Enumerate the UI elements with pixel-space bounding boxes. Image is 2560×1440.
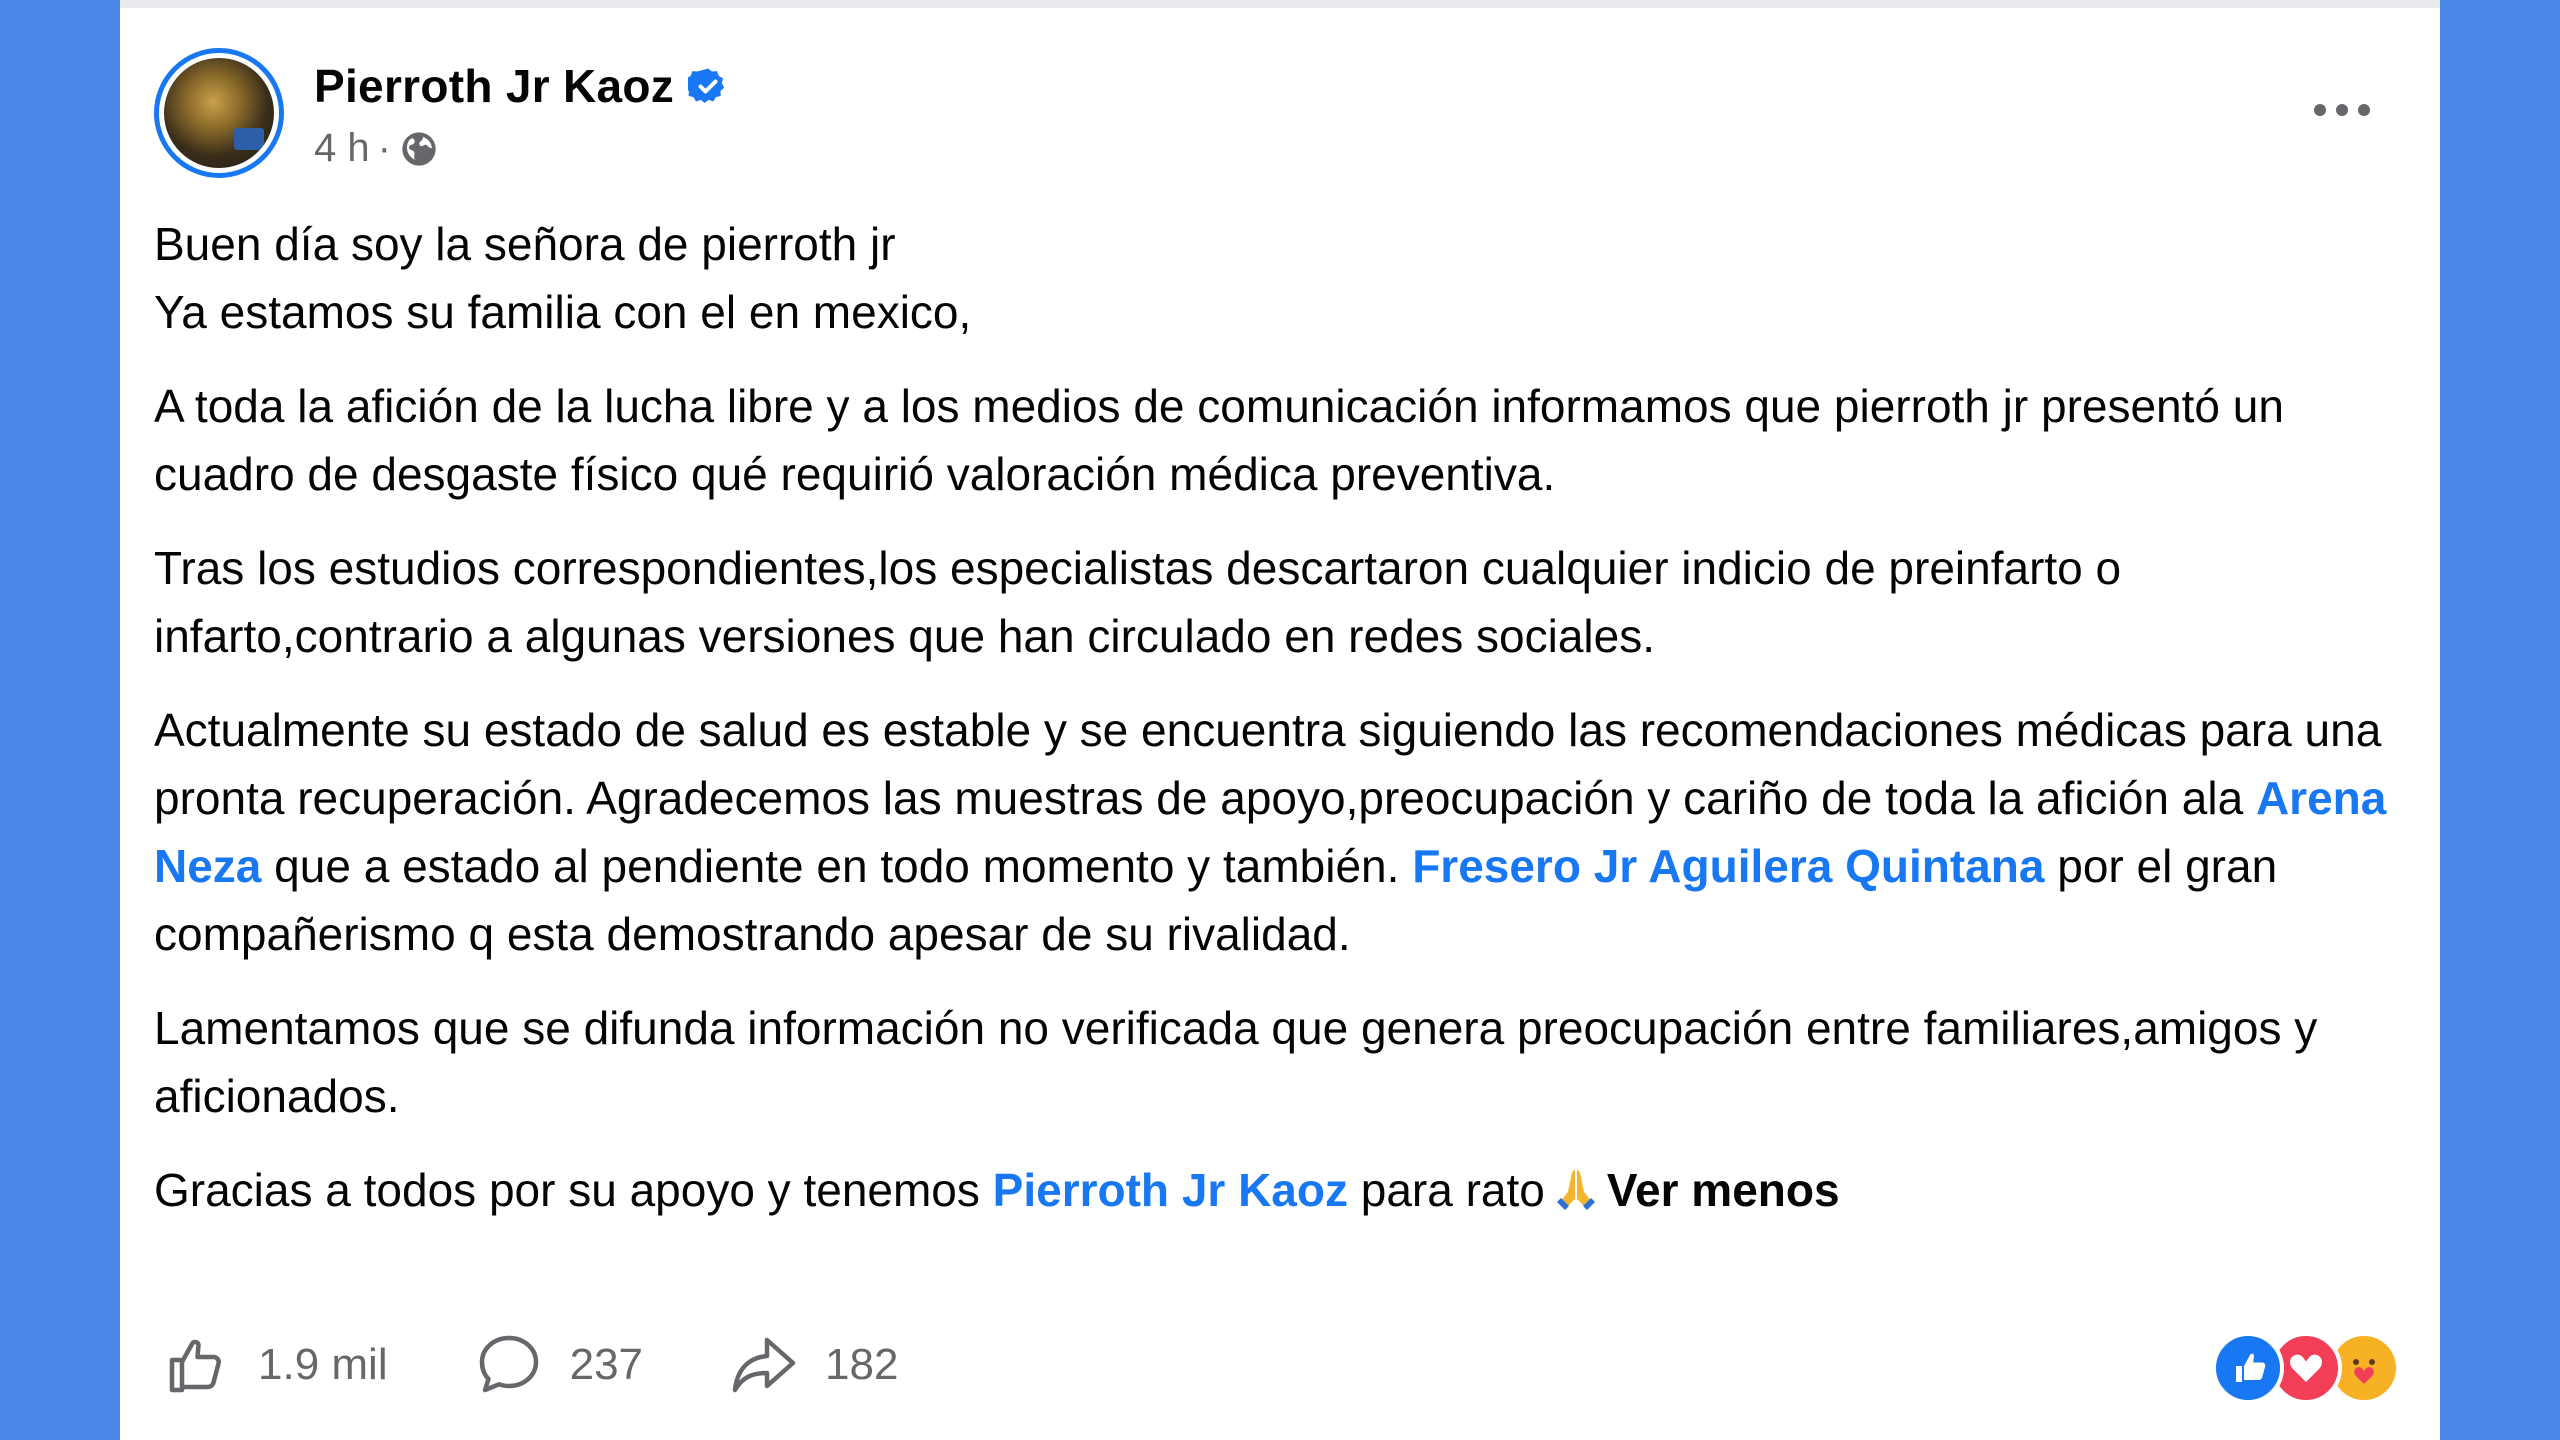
- share-arrow-icon: [729, 1330, 799, 1400]
- paragraph-1-line-2: Ya estamos su familia con el en mexico,: [154, 286, 972, 338]
- paragraph-4-text-a: Actualmente su estado de salud es estable y se encuentra siguiendo las recomendaciones médicas para una pronta recuperación. Agradecemos las muestras de apoyo,preocupación y cariño de toda la afición ala: [154, 704, 2382, 824]
- paragraph-2: A toda la afición de la lucha libre y a los medios de comunicación informamos que pierroth jr presentó un cuadro de desgaste físico qué requirió valoración médica preventiva.: [154, 380, 2284, 500]
- paragraph-6: [154, 1156, 2414, 1224]
- globe-icon[interactable]: [399, 129, 439, 169]
- paragraph-3: Tras los estudios correspondientes,los especialistas descartaron cualquier indicio de preinfarto o infarto,contrario a algunas versiones que han circulado en redes sociales.: [154, 542, 2122, 662]
- post-actions: [162, 1330, 984, 1400]
- paragraph-6-text-a: Gracias a todos por su apoyo y tenemos: [154, 1164, 993, 1216]
- post-subinfo: [314, 126, 728, 171]
- share-button[interactable]: [729, 1330, 898, 1400]
- praying-hands-icon: [1551, 1164, 1601, 1214]
- mention-pierroth-jr-kaoz[interactable]: Pierroth Jr Kaoz: [992, 1164, 1348, 1216]
- paragraph-1-line-1: Buen día soy la señora de pierroth jr: [154, 218, 896, 270]
- like-reaction-icon: [2212, 1332, 2284, 1404]
- author-name[interactable]: Pierroth Jr Kaoz: [314, 60, 675, 112]
- author-row: [314, 52, 728, 120]
- mention-arena-neza[interactable]: Arena Neza: [154, 772, 2387, 892]
- comment-button[interactable]: [474, 1330, 643, 1400]
- reaction-summary[interactable]: [2226, 1332, 2400, 1404]
- like-button[interactable]: [162, 1330, 388, 1400]
- verified-badge-icon: [688, 66, 728, 106]
- comment-bubble-icon: [474, 1330, 544, 1400]
- see-less-button[interactable]: Ver menos: [1606, 1164, 1840, 1216]
- paragraph-4-text-c: por el gran compañerismo q esta demostrando apesar de su rivalidad.: [154, 840, 2278, 960]
- paragraph-4-text-b: que a estado al pendiente en todo momento y también.: [261, 840, 1413, 892]
- paragraph-1: [154, 210, 2414, 346]
- post-card: [120, 0, 2440, 1440]
- comment-count: 237: [569, 1340, 644, 1389]
- post-body: [154, 210, 2414, 1250]
- post-time[interactable]: 4 h: [314, 126, 370, 170]
- paragraph-6-text-b: para rato: [1347, 1164, 1545, 1216]
- paragraph-5: Lamentamos que se difunda información no verificada que genera preocupación entre familiares,amigos y aficionados.: [154, 1002, 2318, 1122]
- mention-fresero-jr[interactable]: Fresero Jr Aguilera Quintana: [1412, 840, 2045, 892]
- like-count: 1.9 mil: [258, 1340, 388, 1389]
- post-meta: [314, 52, 728, 171]
- paragraph-4: [154, 696, 2414, 968]
- post-header: [154, 48, 728, 178]
- thumbs-up-icon: [162, 1330, 232, 1400]
- avatar-image: [164, 58, 274, 168]
- separator-dot: ·: [377, 126, 391, 170]
- share-count: 182: [825, 1340, 899, 1389]
- author-avatar[interactable]: [154, 48, 284, 178]
- more-dots-icon[interactable]: [2310, 90, 2374, 130]
